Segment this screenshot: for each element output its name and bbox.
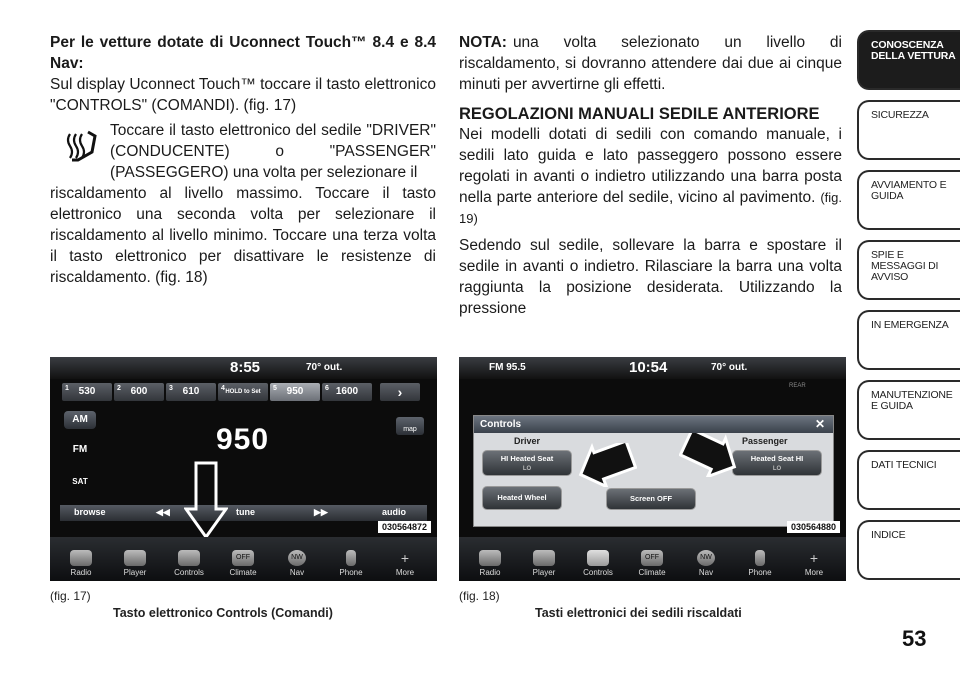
nav-nav[interactable]: NW Nav (272, 550, 322, 577)
preset-3[interactable]: 3 610 (166, 383, 216, 401)
figure-18-code: 030564880 (787, 521, 840, 533)
figure-17-code: 030564872 (378, 521, 431, 533)
left-arrow-icon (577, 443, 637, 487)
radio-icon (70, 550, 92, 566)
nav-radio[interactable]: Radio (465, 550, 515, 577)
rear-label: REAR (789, 383, 806, 389)
heated-seat-icon (50, 120, 110, 183)
driver-label: Driver (514, 436, 541, 446)
heated-wheel-button[interactable]: Heated Wheel (482, 486, 562, 510)
chapter-tabs (857, 22, 960, 622)
radio-icon (479, 550, 501, 566)
plus-icon: + (400, 550, 410, 566)
outside-temp: 70° out. (711, 362, 748, 373)
preset-4[interactable]: 4 HOLD to Set (218, 383, 268, 401)
tab-indice[interactable]: INDICE (857, 520, 960, 580)
clock: 10:54 (629, 359, 668, 376)
passenger-heated-seat-button[interactable]: Heated Seat HI LO (732, 450, 822, 476)
phone-icon (346, 550, 356, 566)
figure-18-label: (fig. 18) (459, 589, 500, 603)
tab-sicurezza[interactable]: SICUREZZA (857, 100, 960, 160)
nav-controls[interactable]: Controls (573, 550, 623, 577)
audio-button[interactable]: audio (382, 507, 406, 517)
clock: 8:55 (230, 359, 261, 376)
nav-radio[interactable]: Radio (56, 550, 106, 577)
controls-popup (473, 415, 834, 527)
figure-17-radio-screen (50, 357, 437, 581)
radio-station: FM 95.5 (489, 362, 526, 373)
figure-18-controls-screen (459, 357, 846, 581)
figure-18-caption: Tasti elettronici dei sedili riscaldati (535, 606, 742, 620)
controls-icon (587, 550, 609, 566)
band-am-button[interactable]: AM (64, 411, 96, 429)
heated-seat-instruction-continued: riscaldamento al livello massimo. Toccare il tasto elettronico una seconda volta per selezionare il riscaldamento al livello minimo. Toccare una terza volta il tasto elettronico per disattivare le resistenze di riscaldamento. (fig. 18) (50, 185, 436, 286)
controls-icon (178, 550, 200, 566)
nav-controls[interactable]: Controls (164, 550, 214, 577)
figure-reference: (fig. 19) (459, 190, 842, 226)
seat-adjust-paragraph: Sedendo sul sedile, sollevare la barra e spostare il sedile in avanti o indietro. Rilasciare la barra una volta raggiunta la posizione desiderata. Utilizzando la pressione (459, 237, 842, 317)
preset-6[interactable]: 6 1600 (322, 383, 372, 401)
tab-in-emergenza[interactable]: IN EMERGENZA (857, 310, 960, 370)
nav-climate[interactable]: OFF Climate (627, 550, 677, 577)
compass-icon: NW (697, 550, 715, 566)
nav-player[interactable]: Player (110, 550, 160, 577)
player-icon (533, 550, 555, 566)
manual-seat-paragraph (459, 124, 842, 229)
nav-phone[interactable]: Phone (326, 550, 376, 577)
down-arrow-icon (184, 461, 228, 541)
tab-manutenzione[interactable]: MANUTENZIONE E GUIDA (857, 380, 960, 440)
nav-bar (459, 537, 846, 581)
tab-avviamento-e-guida[interactable]: AVVIAMENTO E GUIDA (857, 170, 960, 230)
popup-title: Controls (474, 416, 833, 433)
uconnect-instruction: Sul display Uconnect Touch™ toccare il tasto elettronico "CONTROLS" (COMANDI). (fig. 17) (50, 76, 436, 114)
preset-next-button[interactable]: › (380, 383, 420, 401)
section-heading: REGOLAZIONI MANUALI SEDILE ANTERIORE (459, 105, 820, 123)
tab-spie-e-messaggi[interactable]: SPIE E MESSAGGI DI AVVISO (857, 240, 960, 300)
transport-bar (60, 505, 427, 521)
uconnect-heading: Per le vetture dotate di Uconnect Touch™ 8.4 e 8.4 Nav: (50, 34, 436, 72)
screen-off-button[interactable]: Screen OFF (606, 488, 696, 510)
seek-forward-button[interactable]: ▶▶ (314, 507, 328, 517)
figure-17-label: (fig. 17) (50, 589, 91, 603)
frequency-display: 950 (216, 423, 270, 456)
map-button[interactable]: map (396, 417, 424, 435)
manual-seat-text: Nei modelli dotati di sedili con comando manuale, i sedili lato guida e lato passeggero possono essere regolati in avanti o indietro utilizzando una barra posta nella parte anteriore del sedile, vicino al pavimento. (459, 126, 842, 206)
tune-button[interactable]: tune (236, 507, 255, 517)
band-fm-button[interactable]: FM (72, 444, 88, 455)
heated-seat-instruction-row (50, 120, 436, 183)
right-arrow-icon (679, 433, 739, 477)
nav-nav[interactable]: NW Nav (681, 550, 731, 577)
nota-text: una volta selezionato un livello di riscaldamento, si dovranno attendere dai due ai cinque minuti per avvertirne gli effetti. (459, 34, 842, 93)
nav-phone[interactable]: Phone (735, 550, 785, 577)
climate-icon: OFF (641, 550, 663, 566)
nav-more[interactable]: + More (804, 550, 824, 577)
tab-dati-tecnici[interactable]: DATI TECNICI (857, 450, 960, 510)
seek-back-button[interactable]: ◀◀ (156, 507, 170, 517)
preset-1[interactable]: 1 530 (62, 383, 112, 401)
page-number: 53 (902, 626, 927, 651)
player-icon (124, 550, 146, 566)
preset-5[interactable]: 5 950 (270, 383, 320, 401)
outside-temp: 70° out. (306, 362, 343, 373)
right-text-column (459, 32, 842, 319)
compass-icon: NW (288, 550, 306, 566)
band-sat-button[interactable]: SAT (72, 477, 88, 486)
preset-2[interactable]: 2 600 (114, 383, 164, 401)
browse-button[interactable]: browse (74, 507, 106, 517)
tab-conoscenza-della-vettura[interactable]: CONOSCENZA DELLA VETTURA (857, 30, 960, 90)
heated-seat-instruction-text: Toccare il tasto elettronico del sedile "DRIVER" (CONDUCENTE) o "PASSENGER" (PASSEGGERO) una volta per selezionare il (110, 122, 436, 181)
passenger-label: Passenger (742, 436, 788, 446)
nota-label: NOTA: (459, 34, 507, 51)
climate-icon: OFF (232, 550, 254, 566)
nav-player[interactable]: Player (519, 550, 569, 577)
nota-paragraph (459, 32, 842, 95)
nav-climate[interactable]: OFF Climate (218, 550, 268, 577)
figure-17-caption: Tasto elettronico Controls (Comandi) (113, 606, 333, 620)
plus-icon: + (809, 550, 819, 566)
phone-icon (755, 550, 765, 566)
left-text-column (50, 32, 436, 288)
driver-heated-seat-button[interactable]: HI Heated Seat LO (482, 450, 572, 476)
nav-more[interactable]: + More (395, 550, 415, 577)
close-icon[interactable]: ✕ (814, 417, 825, 431)
nav-bar (50, 537, 437, 581)
